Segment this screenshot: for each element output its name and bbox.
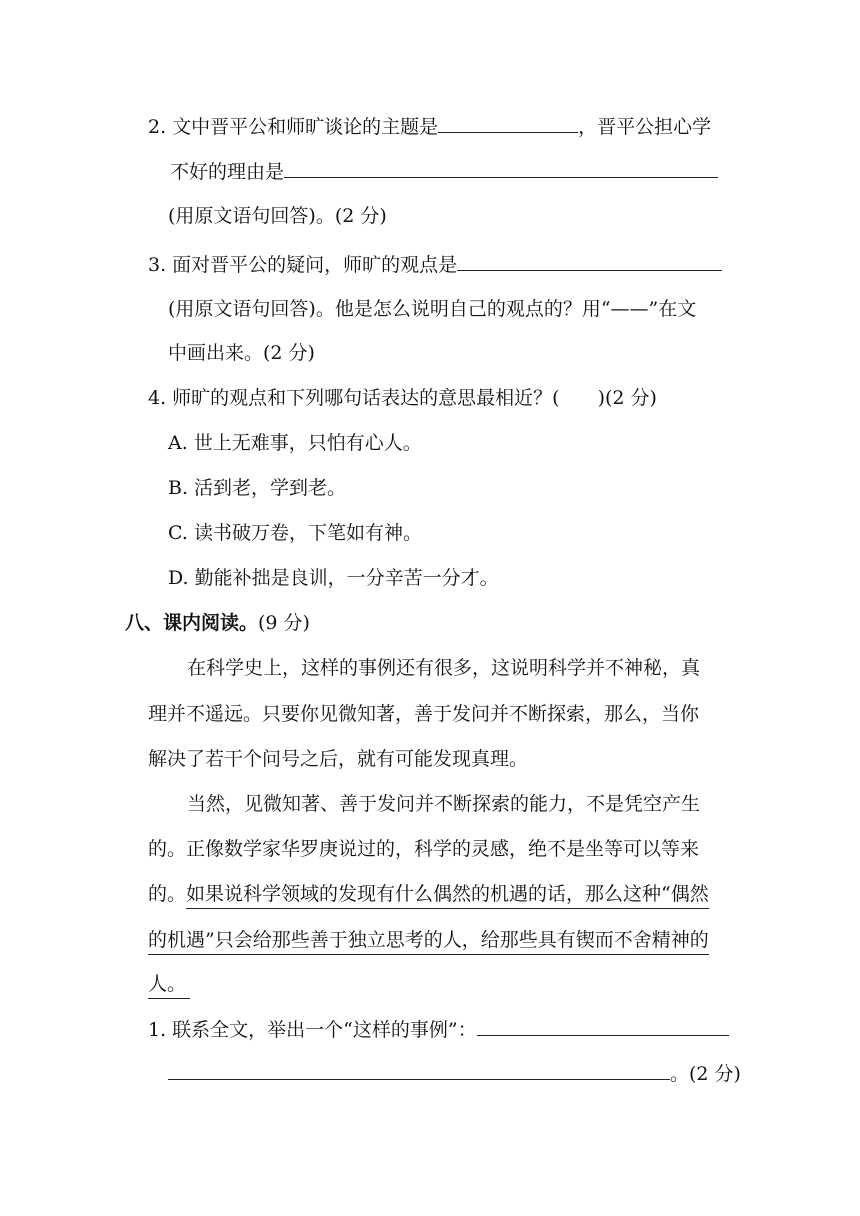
q4-stem: 4. 师旷的观点和下列哪句话表达的意思最相近？( )(2 分) bbox=[148, 387, 657, 409]
q3-answer-blank[interactable] bbox=[457, 250, 722, 271]
q2-line3-text: (用原文语句回答)。(2 分) bbox=[168, 205, 387, 227]
q2-line1 bbox=[148, 112, 711, 142]
q3-line2 bbox=[168, 294, 696, 324]
q1-line2 bbox=[168, 1059, 741, 1089]
q1-suffix: 。(2 分) bbox=[670, 1063, 741, 1085]
q3-line3 bbox=[168, 338, 315, 368]
q1-answer-blank-1[interactable] bbox=[477, 1015, 729, 1036]
q4-option-b[interactable]: B. 活到老，学到老。 bbox=[168, 477, 347, 499]
q4-option-c[interactable]: C. 读书破万卷，下笔如有神。 bbox=[168, 522, 422, 544]
q4-option-a[interactable]: A. 世上无难事，只怕有心人。 bbox=[168, 432, 422, 454]
q3-line3-text: 中画出来。(2 分) bbox=[168, 342, 315, 364]
q3-prefix: 3. 面对晋平公的疑问，师旷的观点是 bbox=[148, 254, 458, 276]
passage-p2-line4 bbox=[148, 925, 709, 955]
q3-line2-text: (用原文语句回答)。他是怎么说明自己的观点的？用“——”在文 bbox=[168, 298, 697, 320]
underlined-sentence-end: 人。 bbox=[148, 973, 190, 999]
q2-line2-text: 不好的理由是 bbox=[170, 161, 285, 183]
section-heading-title: 八、课内阅读。 bbox=[125, 612, 259, 634]
q2-mid: ，晋平公担心学 bbox=[578, 116, 712, 138]
passage-p1-line1: 在科学史上，这样的事例还有很多，这说明科学并不神秘，真 bbox=[187, 657, 701, 679]
passage-p2-line1: 当然，见微知著、善于发问并不断探索的能力，不是凭空产生 bbox=[187, 793, 701, 815]
q2-answer-blank-2[interactable] bbox=[284, 157, 718, 178]
passage-p2-line2: 的。正像数学家华罗庚说过的，科学的灵感，绝不是坐等可以等来 bbox=[148, 838, 700, 860]
underlined-sentence-start: 如果说科学领域的发现有什么偶然的机遇的话，那么这种“偶然 bbox=[186, 883, 709, 909]
q2-prefix: 2. 文中晋平公和师旷谈论的主题是 bbox=[148, 116, 439, 138]
passage-p1-line3: 解决了若干个问号之后，就有可能发现真理。 bbox=[148, 748, 529, 770]
section-heading-score: (9 分) bbox=[258, 612, 310, 634]
q1-answer-blank-2[interactable] bbox=[168, 1059, 670, 1080]
q2-answer-blank-1[interactable] bbox=[438, 112, 578, 133]
q2-line2 bbox=[170, 157, 718, 187]
passage-p2-line3-plain: 的。 bbox=[148, 883, 187, 905]
passage-p1-line2: 理并不遥远。只要你见微知著，善于发问并不断探索，那么，当你 bbox=[148, 703, 700, 725]
passage-p2-line3 bbox=[148, 879, 709, 909]
q1-prefix: 1. 联系全文，举出一个“这样的事例”： bbox=[148, 1019, 477, 1041]
q3-line1 bbox=[148, 250, 722, 280]
underlined-sentence-middle: 的机遇”只会给那些善于独立思考的人，给那些具有锲而不舍精神的 bbox=[148, 929, 709, 955]
q1-line1 bbox=[148, 1015, 729, 1045]
section-heading bbox=[125, 608, 310, 638]
q2-line3 bbox=[168, 201, 387, 231]
passage-p2-line5 bbox=[148, 969, 190, 999]
q4-option-d[interactable]: D. 勤能补拙是良训，一分辛苦一分才。 bbox=[168, 567, 499, 589]
